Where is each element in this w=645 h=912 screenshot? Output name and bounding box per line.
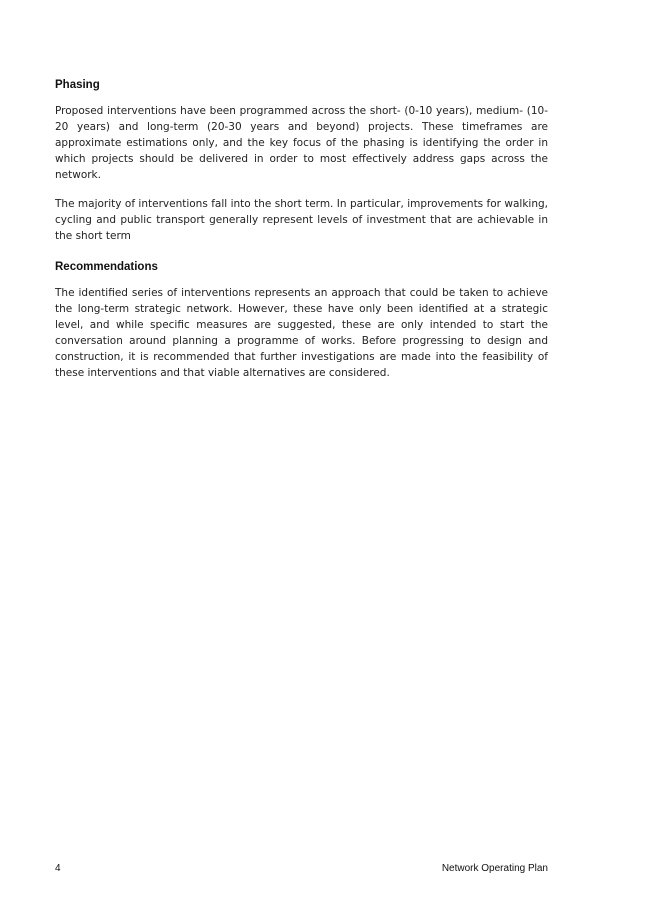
page-number: 4: [55, 863, 61, 874]
body-paragraph: Proposed interventions have been programmed across the short- (0-10 years), medium- (10-20 years) and long-term (20-30 years and beyond) projects. These timeframes are approximate estimations only, and the key focus of the phasing is identifying the order in which projects should be delivered in order to most effectively address gaps across the network.: [55, 105, 548, 181]
section-heading-recommendations: Recommendations: [55, 261, 158, 273]
footer-document-title: Network Operating Plan: [441, 863, 548, 874]
body-paragraph: The identified series of interventions represents an approach that could be taken to achieve the long-term strategic network. However, these have only been identified at a strategic level, and while specific measures are suggested, these are only intended to start the conversation around planning a programme of works. Before progressing to design and construction, it is recommended that further investigations are made into the feasibility of these interventions and that viable alternatives are considered.: [55, 287, 548, 379]
section-heading-phasing: Phasing: [55, 79, 100, 91]
body-paragraph: The majority of interventions fall into the short term. In particular, improvements for walking, cycling and public transport generally represent levels of investment that are achievable in the short term: [55, 198, 548, 242]
page-content: [55, 78, 548, 381]
phasing-section: [55, 78, 548, 244]
page-footer: [55, 862, 548, 876]
recommendations-section: [55, 260, 548, 381]
